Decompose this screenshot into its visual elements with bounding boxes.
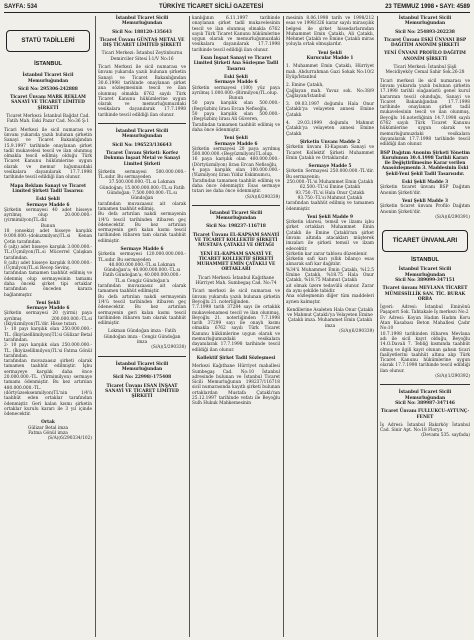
old-form-label: Eski Şekli: [36, 197, 60, 203]
city-heading: İSTANBUL: [411, 257, 439, 264]
capital-list: 37.500.000.000.-TL.sı Lokman Gündoğan; 15.000.000.000.-TL.sı Fatih Gündoğan; 7.500.000.000.-TL.sı Gündoğan: [99, 180, 185, 202]
share-entry: 93.750.-TL'si Mahmut Çataklı: [297, 195, 363, 201]
notice-text: Şirketin kar zarar tablosu düzenlenir.: [286, 251, 368, 257]
company-address: Ticari Merkezi: İstanbul Kağıthane Hürriyet Mah. Sumbegaş Cad. No:74: [195, 275, 277, 287]
notice-text: kanlığının 6.11.1997 tarihinde onaylanan şirket tadil mukavelesinin tescil ve ilan olunmuş olmakla 6762 sayılı Türk Ticaret Kanunu hükümlerine uygun olarak ve memurluğumuzdaki vesikalara dayanılarak 17.7.1998 tarihinde tescil edildiği ilan olunur.: [192, 16, 280, 53]
column-4: [286, 16, 374, 334]
continuation-note: (Devamı 535. sayfada): [421, 433, 470, 439]
company-address: İşyeri: Adresi: İstanbul Eminönü Paşaport Sok. Tahtakale İş merkezi No:2: [380, 305, 470, 316]
gazette-title: TÜRKİYE TİCARET SİCİLİ GAZETESİ: [158, 4, 264, 10]
notice-text: Bunun: [228, 96, 244, 102]
share-entry: 62.500.-TL'si Emine Çataklı: [299, 185, 361, 191]
notice-text: Şirketin idaresi, temsil ve ilzamı işbu şirket ortakları Muhammet Emin Çataklı ile Emine Çataklı'nın şirket ünvanı altında atacakları müşterek imzaları ile şirketi temsil ve ilzam edecektir.: [286, 220, 374, 252]
share-entry: 93.750.-TL'si Hala Onur Çataklı: [295, 190, 365, 196]
company-address: İş Adresi: İstanbul Bakırköy İstanbul Cad. Sinir Apt. No:18 Florya: [380, 422, 470, 434]
company-name: Ticaret Ünvanı FULLUKCU-AYTUNÇ-FENET: [380, 409, 470, 420]
notice-text: 18 (onsekiz) adet hisseye karşılık 9.000.000.-(dokuzmilyon)TL.si Kenan Çetin tarafından.: [4, 229, 92, 245]
founder-entry: Çağlayan mah. Yavuz sok. No:38/9 Çağlayan/İstanbul: [286, 88, 374, 99]
signature: Gülizar Betal imza: [27, 425, 69, 431]
signature: Lokman Gündoğan imza · Fatih Gündoğan imza · Cengiz Gündoğan imza: [103, 329, 181, 346]
registry-office: İstanbul Ticaret Sicil Memurluğundan: [22, 73, 74, 84]
amendment-title: Esan İnşaat Sanayi ve Ticaret Limited Şirketi Ana Sözleşme Tadil Tasarısı: [193, 56, 279, 72]
notice-text: ait olmak üzere tedavülü olunur. Zarar da aynı şekilde tabidir.: [286, 283, 374, 294]
page-header: [4, 2, 470, 12]
notice-text: Şirketin ticaret ünvanı BSP Dağıtım Anonim Şirketi'dir.: [380, 185, 470, 196]
registry-office: İstanbul Ticaret Sicili Memurluğundan: [209, 210, 263, 222]
notice-text: 8 (altı) adet hisseye karşılık 8.000.000.-(Üçmilyon)TL.si Recep Sevinç.: [4, 260, 92, 272]
founder-entry: 1. Muhammet Emin Çataklı, Hürriyet mah. Abdurrahman Gazi Sokak No:10/2 Eyüp/İstanbul: [286, 64, 374, 80]
notice-text: 16 paya karşılık olan 400.000.000.-(Dörtyüzmilyon) lirası Ercan Nefisoğlu,: [192, 157, 280, 168]
amendment-title: Mapa Reklam Sanayi ve Ticaret Limited Şirketi Tadil Tasarısı:: [10, 183, 86, 194]
notice-text: 7.7.1998 tarih 37284 sayı ile ortaklık mukavelenamesi tescil ve ilan olunmuş, Beyoğlu 21. noterliğinden 7.7.1998 tarih 37299 sayı ile onaylı kısmı olmakla 6762 sayılı Türk Ticaret Kanunu hükümlerine uygun olarak ve memurluğumuzdaki vesikalara dayanılarak 17.7.1998 tarihinde tescil edildiği ilan olunur.: [192, 305, 280, 353]
column-2: [98, 16, 186, 399]
column-divider: [95, 16, 96, 637]
section-title-statu: STATÜ TADİLLERİ: [6, 30, 90, 52]
sicil-number: Sicil No: 254893-202238: [395, 29, 455, 35]
notice-divider: [98, 356, 186, 357]
article-label: Sermaye Madde 6: [214, 80, 258, 86]
notice-text: 6 (altı) adet hisseye karşılık 3.000.000.-TL.(Üçmilyon)TL.si Mücerrel Çalışkan tarafından.: [4, 244, 92, 261]
article-label: Şirketin Unvanı Madde 2: [299, 139, 361, 145]
reference-code: (S/A)(1/290392): [435, 374, 470, 380]
home-address: Ev Adresi: Koyun Hadım Hadım Koru Atan Kasabası Beton Mahallesi Çadır No:10: [380, 315, 470, 332]
notice-divider: [192, 205, 280, 206]
notice-text: Ticari merkezi ile sicil numarası ve ünvanı yukarıda yazılı bulunan şirketin 17.1998 tarihli olağanüstü genel kurul kararının tescil olunduğu, Sanayi ve Ticaret Bakanlığından 17.7.1998 tarihinde onaylanan şirket tadil mukavelesinin tescil ve ilan olunmuş, Beyoğlu 16.noterliğinin 14.7.1998 sayılı 6762 sayılı Türk Ticaret Kanunu hükümlerine uygun olarak ve memurluğumuzdaki vesikalara dayanılarak 17.7.1998 tarihinde tescil edildiği ilan olunur.: [380, 78, 470, 148]
company-address: Ticari Merkezi: İstanbul Şişli Mecidiyeköy Cemal Sahir Sok.26-28: [385, 65, 465, 76]
founder-entry: 2. Emine Çataklı,: [286, 83, 324, 89]
new-form-label: Yeni Şekli: [224, 136, 248, 142]
registry-office: İstanbul Ticaret Sicili Memurluğundan: [398, 390, 452, 401]
company-address: Ticaret Merkezi: İstanbul Bağdat Cad. Fatih Mah. Eski Pazar Cad. No:36 Ş:1: [6, 114, 90, 125]
notice-text: 2- 10 payı karşılık olan 250.000.000.-TL. (İkiyüzelllimilyon)TL'si Fatma Gönül tarafından.: [4, 343, 92, 359]
sicil-number: Sicil No: 196523/136643: [112, 142, 172, 148]
notice-text: Şirketin ünvanı El-Kapsam Sanayi ve Ticaret Kollektif Şirketi Muhammet Emin Çataklı ve Ortaklarıdır.: [286, 145, 374, 161]
notice-text: Şirketin sermayesi 40 adet hisseye ayrılmış olup 20.000.000.-(yirmimilyon)TL.dir.: [4, 207, 92, 224]
notice-text: Bu defa artırılan nakdi sermayenin 1/4'ü tescil tarihinden itibaren geç ödenecektir. Bu kez artırılan sermayenin geri kalan kısmı tescil tarihinden itibaren tam olarak taahhüt edilmiştir.: [98, 294, 186, 327]
notice-text: tarafından muvazaasız ait olarak tamamen taahhüt edilmiş.: [98, 201, 186, 212]
company-name: Ticaret Ünvanı EL-KAPSAM SANAYİ VE TİCARET KOLLEKTİF ŞİRKETİ MUSTAFA ÇATAKLI VE ORTAĞI: [192, 232, 280, 249]
old-form-label: Eski Şekli: [224, 74, 248, 80]
registry-office: İstanbul Ticaret Sicili Memurluğundan: [398, 267, 452, 278]
reference-code: (S/A)(6/290339): [245, 194, 280, 200]
notice-text: tarafından muvazaasız şirketi olarak tamamen taahhüt edilmiştir. İşbu sermayeye karşılık daha önce 20.000.000.-TL. (Yirmimilyon) sermaye tamamı ödenmiştir. Bu kez artırılan 480.000.000.-TL. (dörtyüzseksenmilyon)TL'nin 1/4'ü taahhüt eden ortaklar tarafından ödenmiştir. Geri kalan kısmı şirketin ortaklar kurulu kararı ile 3 yıl içinde ödenecektir.: [4, 359, 92, 418]
old-form-label: Eski Şekli Madde 3: [401, 180, 449, 186]
notice-text: Şirketin sermayesi 500.000.000.-TL.sıdır. Bu sermayeden: [98, 169, 186, 181]
company-old-name: Ticaret Ünvanı ESKİ ÜNVANI BSP DAĞITIM ANONİM ŞİRKETİ: [383, 37, 467, 49]
article-label: Sermaye Madde 6: [120, 246, 164, 252]
article-label: Sermaye Madde 5: [308, 164, 352, 170]
company-name: Ticaret Ünvanı GÜNTAŞ METAL VE DIŞ TİCARET LİMİTED ŞİRKETİ: [99, 37, 185, 49]
notice-text: Ana sözleşmenin diğer tüm maddeleri aynen kalmıştır.: [286, 294, 374, 305]
notice-text: 1- 10 payı karşılık olan 250.000.000.-TL. (İkiyüzelllimilyon)TL'si Gülizar Betal tarafından.: [4, 327, 92, 343]
notice-text: tarafından muvazaasız ait olarak tamamen taahhüt edilmiştir.: [98, 284, 186, 295]
sicil-number: Sicil No: 22998/-175408: [112, 375, 172, 381]
notice-text: Şirketin ticaret ünvanı Profilo Dağıtım Anonim Şirketi'dir.: [380, 204, 470, 215]
company-name: Ticaret ünvanı MEVLANA TİCARET MÜMESSİLLİK SAN. TİC. BURAK ORBA: [382, 286, 468, 302]
notice-text: Şirketin sermayesi 120.000.000.000.-TL.sıdır. Bu sermayeden: [98, 252, 186, 263]
company-new-name: YENİ EL-KAPSAM SANAYİ VE TİCARET KOLLEKTİF ŞİRKETİ MUHAMMET EMİN ÇATAKLI VE ORTAKLARI: [196, 251, 276, 273]
registry-office: İstanbul Ticaret Sicili Memurluğundan: [115, 361, 169, 372]
notice-text: Bunun: [40, 223, 56, 229]
notice-text: Ticari Merkezi ile sicil numarası ve ünvanı yukarıda yazılı bulunan şirketin Sanayi ve Ticaret Bakanlığından 15.9.1997 tarihinde onaylanan şirket tadil mukavelesi tescil ve ilan olunmuş olmakla tescil edilmiş olduğu Türk Ticaret Kanunu hükümlerine uygun olarak ve memur luğumuzdaki vesikalara dayanılarak 17.7.1998 tarihinde tescil edildiği ilan olunur.: [4, 127, 92, 181]
section-title-ticaret: TİCARET ÜNVANLARI: [382, 230, 468, 252]
city-heading: İSTANBUL: [34, 61, 62, 67]
article-label: Kurucular Madde 1: [306, 56, 354, 62]
column-3: [192, 16, 280, 407]
founder-entry: 3. 09.03.1997 doğumlu Hala Onur Çataklı'ya velayeten annesi Emine Çataklı: [286, 102, 374, 118]
sicil-number: Sicil No: 188120-135643: [112, 29, 172, 35]
company-name: Ticaret Ünvanı ESAN İNŞAAT SANAYİ VE TİCARET LİMİTED ŞİRKETİ: [105, 383, 179, 400]
company-address: Ticari Merkezi: İstanbul Zeytinburnu Demirciler Sitesi İ:1/V No:16: [101, 51, 183, 62]
notice-divider: [98, 123, 186, 124]
reference-code: (S/A)(5/290330): [151, 345, 186, 351]
notice-text: Merkezi Kağıthane Hürriyet mahallesi Sumbegaş Cad. No:10 İstanbul adresinde bulunan ve İstanbul Ticaret Sicili Memurluğunun 198237/116718 sicil numarasında kayıtlı şirketi bulunan ortaklardan Mustafa Çataklı'nın 25.12.1997 tarihinde vefatı ile Beyoğlu Sulh Hukuk Mahkemesinin: [192, 364, 280, 407]
new-form-label: Yeni Şekli: [36, 300, 60, 306]
notice-text: 50 paya karşılık olan 500.000.-(Beşyüzbin) lirası Ali Güveren,: [192, 112, 280, 123]
sicil-number: Sicil No: 389987-347146: [395, 400, 455, 406]
notice-text: Tarafından tamamen taahhüt edilmiş ve daha önce ödenmiştir. Esas sermaye tutarı ise daha önce ödenmiştir.: [192, 178, 280, 195]
article-label: Yeni Şekli Madde 9: [306, 214, 354, 220]
notice-text: Şirketin safi karı yıllık bilanço esas alınarak safi kar dağıtılır.: [286, 257, 374, 268]
notice-text: mesinin 8.06.1998 tarih ve 1998/212 esas ve 1998/326 karar sayılı mirasçılık belgesi ile şirket hissedarlarından Muhammet Emin Çataklı, Ali Çataklı, Mehmet Çataklı ve Emine Çataklı miras yoluyla ortak olmuşlardır.: [286, 16, 374, 48]
page-number: SAYFA: 534: [4, 4, 38, 10]
notice-text: Ticari Merkezi ile sicil numarası ve ünvanı yukarıda yazılı bulunan şirketin Sanayi ve Ticaret Bakanlığından 30.6.1998 tarihinde onaylanan şirket ana sözleşmesinin tescil ve ilan olunmuş olmakla 6762 sayılı Türk Ticaret Kanunu hükümlerine uygun olarak ve memurluğumuzdaki vesikalara dayanılarak 17.7.1998 tarihinde tescil edildiği ilan olunur.: [98, 65, 186, 118]
column-divider: [283, 16, 284, 637]
company-new-name: YENİ ÜNVANI PROFİLO DAĞITIM ANONİM ŞİRKETİ: [384, 51, 466, 62]
column-divider: [189, 16, 190, 637]
notice-text: 50 paya karşılık olan 500.000.-(Beşyüzbin) lirası Ercan Nefisoğlu,: [192, 101, 280, 112]
new-form-label: Yeni Şekli: [318, 50, 342, 56]
partners-label: Ortak: [41, 420, 55, 426]
sicil-number: Sicil No: 389099-347151: [395, 277, 455, 283]
notice-text: Şirketin sermayesi 20 (yirmi) paya ayrılmış 200.000.000.-TL.si (İkiyüzmilyon)TL'dir. Hisse tutarı.: [4, 311, 92, 328]
signature: Fatma Gönül imza: [28, 431, 68, 436]
capital-list: 40.000.000.000.-TL.sı Lokman Gündoğan'a; 40.000.000.000.-TL.sı Fatih Gündoğan'a; 40.000.000.000.-TL.sı Cengiz Gündoğan'a: [102, 262, 182, 284]
notice-text: 10.7.1998 tarihinden itibaren Mevlana adı ile sicil kayıt olduğu, Beyoğlu 14.O.Davali 7. Tebliğ kısmında taahhüt olmuş ve ilgili kayıt olunan şahsın ticari faaliyetlerini taahhüt altına alıp Türk Ticaret Kanunu hükümlerine uygun olarak 17.7.1998 tarihinde tescil edildiği ilan olunur.: [380, 331, 470, 374]
notice-text: tarafından taahhüt edilmiş ve tamamen ödenmiştir.: [286, 201, 374, 212]
column-1: [4, 16, 92, 442]
article-label: Sermaye Madde 6: [214, 141, 258, 147]
notice-text: Tarafından tamamen taahhüt edilmiş ve daha önce ödenmiştir.: [192, 122, 280, 133]
registry-office: İstanbul Ticaret Sicili Memurluğundan: [115, 129, 169, 140]
registry-office: İstanbul Ticaret Sicili Memurluğundan: [115, 16, 169, 27]
notice-text: Şirketin sermayesi (100) yüz paya ayrılmış 1.000.000.-(Birmilyon)TL.olup.: [192, 85, 280, 96]
column-5: [380, 16, 470, 439]
reference-code: (S/A)(6/290334/102): [47, 436, 92, 442]
notice-text: tarafından tamamen taahhüt edilmiş ve ödenmiş olup sermayesinin tamamı daha önceki şirket tipi ortaklar tarafından önceden karara bağlanmıştır.: [4, 271, 92, 298]
reference-code: (S/A)(6/290339): [339, 329, 374, 335]
notice-text: %34'ü Muhammet Emin Çataklı, %12.5 Emine Çataklı, %18.75 Hala Onur Çataklı, %18.75 Mahmut Çataklı: [286, 267, 374, 284]
notice-text: 4 paya karşılık olan 100.000.000.-(Yüzmilyon) lirası Yıldız Eskimumcu,: [192, 168, 280, 179]
sicil-number: Sicil No: 198237-116718: [206, 224, 266, 230]
new-form-label: Yeni Şekli Madde 3: [401, 198, 449, 204]
header-rule: [4, 12, 470, 13]
notice-text: Bu defa artırılan nakdi sermayenin 1/4'ü tescil tarihinden itibaren geç ödenecektir. Bu kez artırılan sermayenin geri kalan kısmı tescil tarihinden itibaren tam olarak taahhüt edilmiştir.: [98, 212, 186, 244]
column-divider: [377, 16, 378, 637]
notice-text: Şirketin sermayesi 20 paya ayrılmış 500.000.000.-(Beşyüzmilyon)TL.olup.: [192, 146, 280, 158]
amendment-title: Kollektif Şirket Tadil Sözleşmesi: [196, 355, 276, 361]
reference-code: (S/A)(6/290391): [435, 214, 470, 220]
issue-date: 23 TEMMUZ 1998 • SAYI: 4589: [385, 4, 470, 10]
notice-text: Şirketin Sermayesi 250.000.000.-TL'dir. Bu sermayenin;: [286, 169, 374, 180]
signature: Kendilerine Asaleten Hala Onur Çataklı ve Mahmut Çataklı'ya Velayeten Emine Çataklı imza. Muhammet Emin Çataklı imza: [286, 307, 374, 329]
share-entry: 250.000.-TL'si Muhammet Emin Çataklı: [286, 180, 374, 186]
founder-entry: 4. 29.03.1999 doğumlu Mahmut Çataklı'ya velayeten annesi Emine Çataklı: [286, 121, 374, 137]
notice-divider: [380, 384, 470, 385]
company-name: Ticaret Ünvanı Şirketi: Korfez Dokuma İnşaat Metal ve Sanayi Limited Şirketi: [103, 150, 181, 167]
sicil-number: Sicil No: 295306-242888: [18, 86, 78, 92]
registry-office: İstanbul Ticaret Sicili Memurluğundan: [398, 16, 452, 27]
article-label: Sermaye Madde 6: [26, 202, 70, 208]
notice-text: Ticari merkezi ile sicil numarası ve ünvanı yukarıda yazılı bulunan şirketin Beyoğlu 21. noterliğinden.: [192, 289, 280, 305]
amendment-title: BSP Dağıtım Anonim Şirketi Yönetim Kurulunun 30.4.1998 Tarihli Kararı ile Değiştirilmesine Karar verilen Anasözleşmenin 3. Maddesinin Eski Şekil-Yeni Şekil Tadil Tasarısıdır.: [380, 150, 470, 177]
article-label: Sermaye Madde 6: [26, 306, 70, 312]
company-name: Ticaret Ünvanı MARK REKLAM SANAYİ VE TİCARET LİMİTED ŞİRKETİ: [10, 95, 86, 111]
